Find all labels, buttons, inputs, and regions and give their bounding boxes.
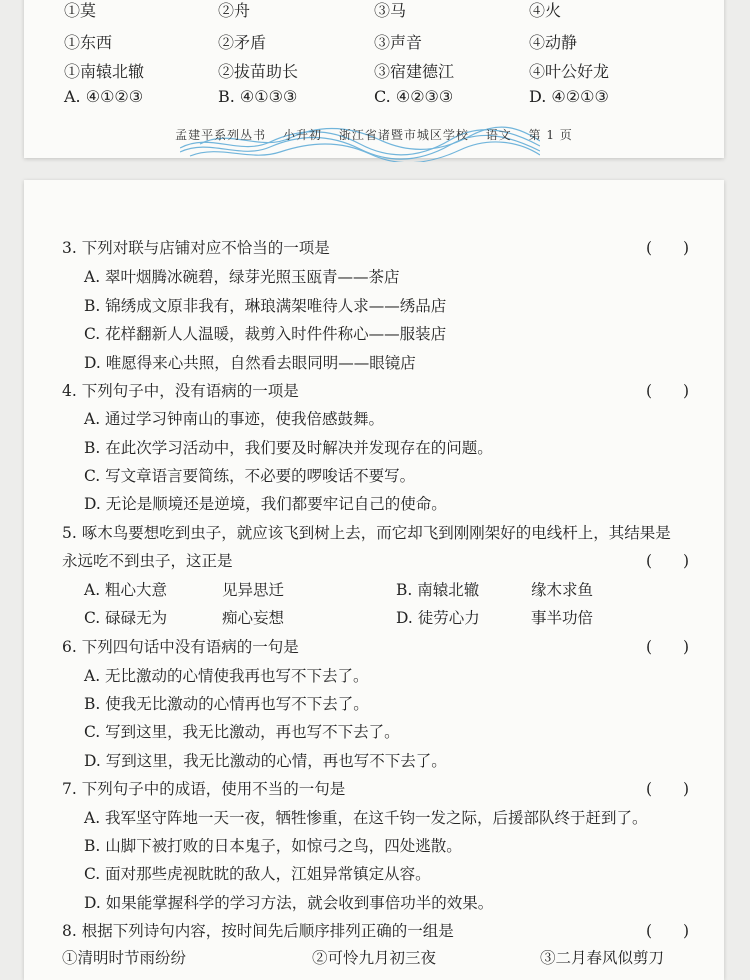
- option-item: ③马: [374, 1, 407, 20]
- footer-level: 小升初: [283, 128, 323, 142]
- option-item: ③宿建德江: [374, 62, 455, 81]
- choice-item: 事半功倍: [531, 609, 594, 627]
- choice-grid-row: [84, 578, 664, 602]
- choice-item: A. 粗心大意: [84, 581, 168, 599]
- question-option: C. 写到这里，我无比激动，再也写不下去了。: [84, 723, 400, 741]
- question-option: D. 写到这里，我无比激动的心情，再也写不下去了。: [84, 752, 447, 770]
- footer-page-number: 第 1 页: [528, 128, 573, 142]
- answer-choice: D. ④②①③: [529, 87, 609, 106]
- question-stem: 8. 根据下列诗句内容，按时间先后顺序排列正确的一组是: [62, 922, 454, 940]
- question-option: C. 写文章语言要简练，不必要的啰唆话不要写。: [84, 467, 416, 485]
- answer-paren: ( ): [646, 780, 690, 798]
- choice-item: B. 南辕北辙: [396, 581, 480, 599]
- poem-line: ③二月春风似剪刀: [540, 949, 665, 967]
- option-item: ②拔苗助长: [218, 62, 299, 81]
- question-option: D. 如果能掌握科学的学习方法，就会收到事倍功半的效果。: [84, 894, 494, 912]
- answer-paren: ( ): [646, 382, 690, 400]
- option-item: ②舟: [218, 1, 251, 20]
- answer-choice-row: [64, 87, 704, 113]
- choice-item: 缘木求鱼: [531, 581, 594, 599]
- choice-item: 见异思迁: [222, 581, 285, 599]
- option-item: ④叶公好龙: [529, 62, 610, 81]
- question-stem: 5. 啄木鸟要想吃到虫子，就应该飞到树上去，而它却飞到刚刚架好的电线杆上，其结果是: [62, 524, 671, 542]
- option-item: ①东西: [64, 33, 113, 52]
- option-item: ③声音: [374, 33, 423, 52]
- answer-paren: ( ): [646, 239, 690, 257]
- question-3: [62, 236, 702, 258]
- question-stem: 7. 下列句子中的成语，使用不当的一句是: [62, 780, 346, 798]
- footer-series: 孟建平系列丛书: [175, 128, 267, 142]
- answer-choice: C. ④②③③: [374, 87, 454, 106]
- question-option: B. 山脚下被打败的日本鬼子，如惊弓之鸟，四处逃散。: [84, 837, 462, 855]
- question-option: D. 无论是顺境还是逆境，我们都要牢记自己的使命。: [84, 495, 447, 513]
- answer-paren: ( ): [646, 552, 690, 570]
- option-row: [64, 30, 704, 56]
- poem-line: ①清明时节雨纷纷: [62, 949, 187, 967]
- choice-grid-row: [84, 606, 664, 630]
- choice-item: D. 徒劳心力: [396, 609, 480, 627]
- question-stem: 4. 下列句子中，没有语病的一项是: [62, 382, 299, 400]
- answer-choice: A. ④①②③: [64, 87, 144, 106]
- footer-subject: 语文: [485, 128, 512, 142]
- question-stem: 6. 下列四句话中没有语病的一句是: [62, 638, 299, 656]
- question-option: A. 我军坚守阵地一天一夜，牺牲惨重，在这千钧一发之际，后援部队终于赶到了。: [84, 809, 648, 827]
- option-item: ②矛盾: [218, 33, 267, 52]
- footer-title: 浙江省诸暨市城区学校: [338, 128, 469, 142]
- question-option: B. 使我无比激动的心情再也写不下去了。: [84, 695, 369, 713]
- option-item: ①莫: [64, 1, 97, 20]
- question-stem: 3. 下列对联与店铺对应不恰当的一项是: [62, 239, 330, 257]
- question-option: B. 锦绣成文原非我有，琳琅满架唯待人求——绣品店: [84, 297, 447, 315]
- question-option: A. 通过学习钟南山的事迹，使我倍感鼓舞。: [84, 410, 385, 428]
- option-item: ①南辕北辙: [64, 62, 145, 81]
- question-option: A. 无比激动的心情使我再也写不下去了。: [84, 667, 369, 685]
- question-8: [62, 919, 702, 941]
- option-item: ④动静: [529, 33, 578, 52]
- choice-item: C. 碌碌无为: [84, 609, 168, 627]
- question-6: [62, 635, 702, 657]
- option-row: [64, 0, 704, 24]
- question-option: D. 唯愿得来心共照，自然看去眼同明——眼镜店: [84, 354, 416, 372]
- question-option: A. 翠叶烟腾冰碗碧，绿芽光照玉瓯青——茶店: [84, 268, 400, 286]
- option-item: ④火: [529, 1, 562, 20]
- answer-paren: ( ): [646, 638, 690, 656]
- question-option: C. 面对那些虎视眈眈的敌人，江姐异常镇定从容。: [84, 865, 431, 883]
- question-4: [62, 379, 702, 401]
- answer-choice: B. ④①③③: [218, 87, 298, 106]
- poem-line-row: [62, 946, 665, 970]
- page-footer: [24, 126, 724, 143]
- question-7: [62, 777, 702, 799]
- poem-line: ②可怜九月初三夜: [312, 949, 437, 967]
- question-5-continuation: [62, 549, 702, 571]
- question-5: [62, 521, 702, 543]
- choice-item: 痴心妄想: [222, 609, 285, 627]
- question-stem-continuation: 永远吃不到虫子，这正是: [62, 552, 233, 570]
- answer-paren: ( ): [646, 922, 690, 940]
- option-row: [64, 59, 704, 85]
- question-option: B. 在此次学习活动中，我们要及时解决并发现存在的问题。: [84, 439, 493, 457]
- question-option: C. 花样翻新人人温暖，裁剪入时件件称心——服装店: [84, 325, 447, 343]
